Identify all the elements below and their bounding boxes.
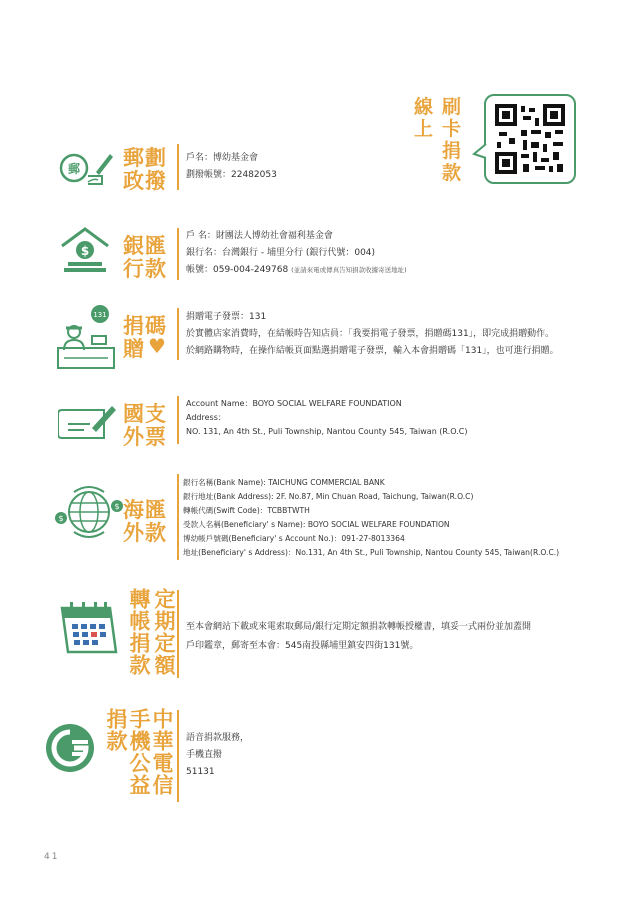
telecom-line: 51131 (186, 767, 215, 777)
recurring-line: 至本會網站下載或來電索取郵局/銀行定期定額捐款轉帳授權書，填妥一式兩份並加蓋開 (186, 622, 532, 632)
bank-line: 銀行名：台灣銀行 - 埔里分行 (銀行代號：004) (186, 248, 376, 258)
chunghwa-telecom-logo (44, 722, 96, 774)
online-title-col2: 刷卡捐款 (442, 96, 462, 184)
wire-line: 銀行名稱(Bank Name): TAICHUNG COMMERCIAL BANK (183, 478, 385, 487)
bubble-tail-icon (472, 142, 488, 162)
recurring-line: 戶印鑑章，郵寄至本會：545南投縣埔里鎮安四街131號。 (186, 641, 419, 651)
postal-line: 劃撥帳號：22482053 (186, 170, 277, 180)
bank-icon (58, 226, 112, 274)
bank-account: 帳號：059-004-249768 (186, 265, 289, 275)
foreign-check-line: Account Name：BOYO SOCIAL WELFARE FOUNDATION (186, 399, 402, 408)
telecom-title-col: 手機公益 (127, 708, 151, 796)
invoice-title-line2: 贈 (123, 337, 145, 361)
heart-icon: ♥ (148, 334, 166, 358)
cheque-icon (58, 402, 118, 442)
wire-info (183, 476, 559, 560)
invoice-divider (177, 308, 179, 360)
telecom-line: 語音捐款服務， (186, 733, 250, 743)
telecom-title-col: 中華電信 (150, 708, 174, 796)
foreign-check-title-line1: 國支 (123, 402, 167, 426)
foreign-check-info (186, 397, 467, 439)
bank-info (186, 228, 407, 279)
qr-code-bubble (484, 94, 576, 184)
wire-line: 地址(Beneficiary' s Address)：No.131, An 4th St., Puli Township, Nantou County 545, Taiwan(R.O.C.) (183, 548, 560, 557)
recurring-info (186, 618, 531, 656)
wire-line: 銀行地址(Bank Address): 2F. No.87, Min Chuan Road, Taichung, Taiwan(R.O.C) (183, 492, 474, 501)
wire-divider (177, 474, 179, 560)
globe-icon (54, 484, 124, 540)
online-title-col1: 線上 (414, 96, 434, 140)
invoice-line: 捐贈電子發票：131 (186, 312, 267, 322)
foreign-check-line: Address： (186, 413, 226, 422)
recurring-divider (177, 590, 179, 678)
telecom-divider (177, 710, 179, 802)
postal-title-line2: 政撥 (123, 169, 167, 193)
bank-line: 戶 名：財團法人博幼社會福利基金會 (186, 231, 333, 241)
bank-divider (177, 228, 179, 280)
clerk-icon (56, 304, 118, 372)
postal-divider (177, 144, 179, 190)
foreign-check-line: NO. 131, An 4th St., Puli Township, Nantou County 545, Taiwan (R.O.C) (186, 427, 468, 436)
foreign-check-divider (177, 396, 179, 444)
bank-title-line1: 銀匯 (123, 234, 167, 258)
bank-note: (並請來電或傳真告知捐款收據寄送地址) (291, 266, 407, 274)
wire-title-line1: 海匯 (123, 498, 167, 522)
recurring-title (126, 588, 176, 680)
postal-title-line1: 郵劃 (123, 146, 167, 170)
invoice-info (186, 309, 559, 360)
recurring-title-col: 定期定額 (152, 588, 176, 676)
page-number: 41 (44, 852, 60, 862)
telecom-title-col: 捐款 (104, 708, 128, 752)
telecom-line: 手機直撥 (186, 750, 223, 760)
bank-title-line2: 行款 (123, 257, 167, 281)
bank-line (186, 262, 407, 279)
telecom-info (186, 730, 249, 781)
invoice-title-line1: 捐碼 (123, 314, 167, 338)
svg-text:$: $ (114, 502, 120, 511)
wire-line: 受款人名稱(Beneficiary' s Name): BOYO SOCIAL WELFARE FOUNDATION (183, 520, 450, 529)
qr-code-icon (495, 104, 565, 174)
postal-line: 戶名：博幼基金會 (186, 153, 259, 163)
svg-text:郵: 郵 (67, 162, 81, 176)
svg-text:$: $ (58, 514, 64, 523)
invoice-badge: 131 (93, 311, 107, 319)
recurring-title-col: 轉帳捐款 (127, 588, 151, 676)
foreign-check-title-line2: 外票 (123, 425, 167, 449)
postal-info (186, 150, 277, 184)
wire-line: 博幼帳戶號碼(Beneficiary' s Account No.)：091-27-8013364 (183, 534, 405, 543)
wire-line: 轉帳代碼(Swift Code)：TCBBTWTH (183, 506, 310, 515)
wire-title-line2: 外款 (123, 521, 167, 545)
calendar-icon (54, 598, 120, 658)
telecom-title (104, 708, 173, 804)
postal-icon (58, 146, 114, 188)
svg-text:$: $ (80, 244, 90, 258)
invoice-line: 於網路購物時，在操作結帳頁面點選捐贈電子發票，輸入本會捐贈碼「131」，也可進行捐贈。 (186, 346, 559, 356)
invoice-line: 於實體店家消費時，在結帳時告知店員：「我要捐電子發票，捐贈碼131」，即完成捐贈動作。 (186, 329, 555, 339)
